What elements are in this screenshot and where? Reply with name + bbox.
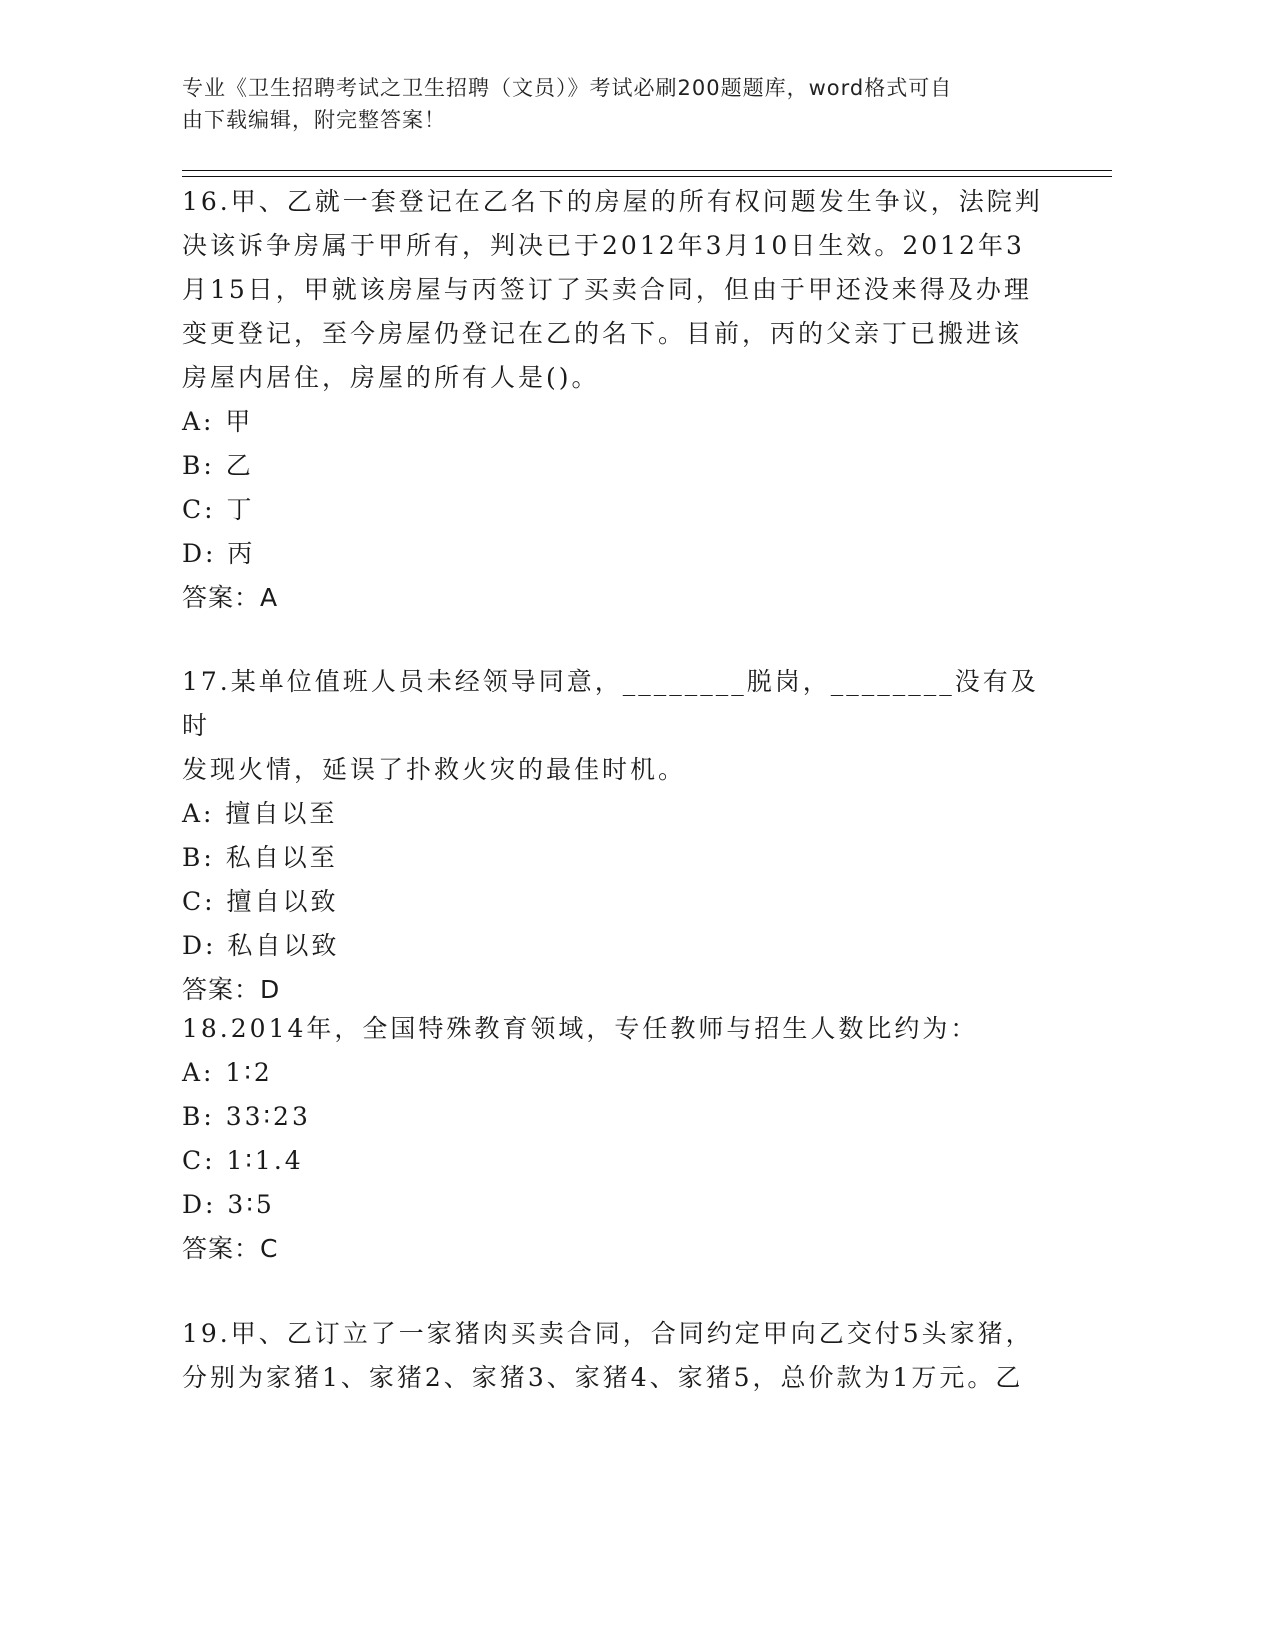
question-18 (182, 1007, 1052, 1271)
document-header (182, 72, 1062, 136)
option-b: B: 乙 (182, 451, 254, 480)
option-a: A: 擅自以至 (182, 799, 338, 828)
option-d: D: 私自以致 (182, 931, 340, 960)
question-line: 月15日，甲就该房屋与丙签订了买卖合同，但由于甲还没来得及办理 (182, 275, 1032, 304)
option-b: B: 33∶23 (182, 1102, 311, 1131)
header-line-2: 由下载编辑，附完整答案！ (182, 108, 446, 132)
option-c: C: 1∶1.4 (182, 1146, 304, 1175)
question-line: 18.2014年，全国特殊教育领域，专任教师与招生人数比约为： (182, 1014, 979, 1043)
answer: 答案：D (182, 975, 281, 1004)
option-a: A: 甲 (182, 407, 254, 436)
answer: 答案：A (182, 583, 279, 612)
question-line: 17.某单位值班人员未经领导同意，________脱岗，________没有及时 (182, 667, 1039, 740)
option-c: C: 擅自以致 (182, 887, 339, 916)
question-line: 16.甲、乙就一套登记在乙名下的房屋的所有权问题发生争议，法院判 (182, 187, 1043, 216)
header-rule-bottom (182, 176, 1112, 177)
answer: 答案：C (182, 1234, 279, 1263)
question-line: 变更登记，至今房屋仍登记在乙的名下。目前，丙的父亲丁已搬进该 (182, 319, 1023, 348)
question-17 (182, 660, 1052, 1012)
header-rule-top (182, 170, 1112, 171)
question-line: 决该诉争房属于甲所有，判决已于2012年3月10日生效。2012年3 (182, 231, 1025, 260)
option-d: D: 丙 (182, 539, 256, 568)
option-c: C: 丁 (182, 495, 255, 524)
question-line: 分别为家猪1、家猪2、家猪3、家猪4、家猪5，总价款为1万元。乙 (182, 1363, 1024, 1392)
option-d: D: 3∶5 (182, 1190, 275, 1219)
option-b: B: 私自以至 (182, 843, 338, 872)
question-line: 发现火情，延误了扑救火灾的最佳时机。 (182, 755, 687, 784)
option-a: A: 1∶2 (182, 1058, 273, 1087)
question-line: 房屋内居住，房屋的所有人是()。 (182, 363, 600, 392)
header-line-1: 专业《卫生招聘考试之卫生招聘（文员）》考试必刷200题题库，word格式可自 (182, 76, 953, 100)
question-16 (182, 180, 1052, 620)
question-19 (182, 1312, 1052, 1400)
question-line: 19.甲、乙订立了一家猪肉买卖合同，合同约定甲向乙交付5头家猪， (182, 1319, 1034, 1348)
